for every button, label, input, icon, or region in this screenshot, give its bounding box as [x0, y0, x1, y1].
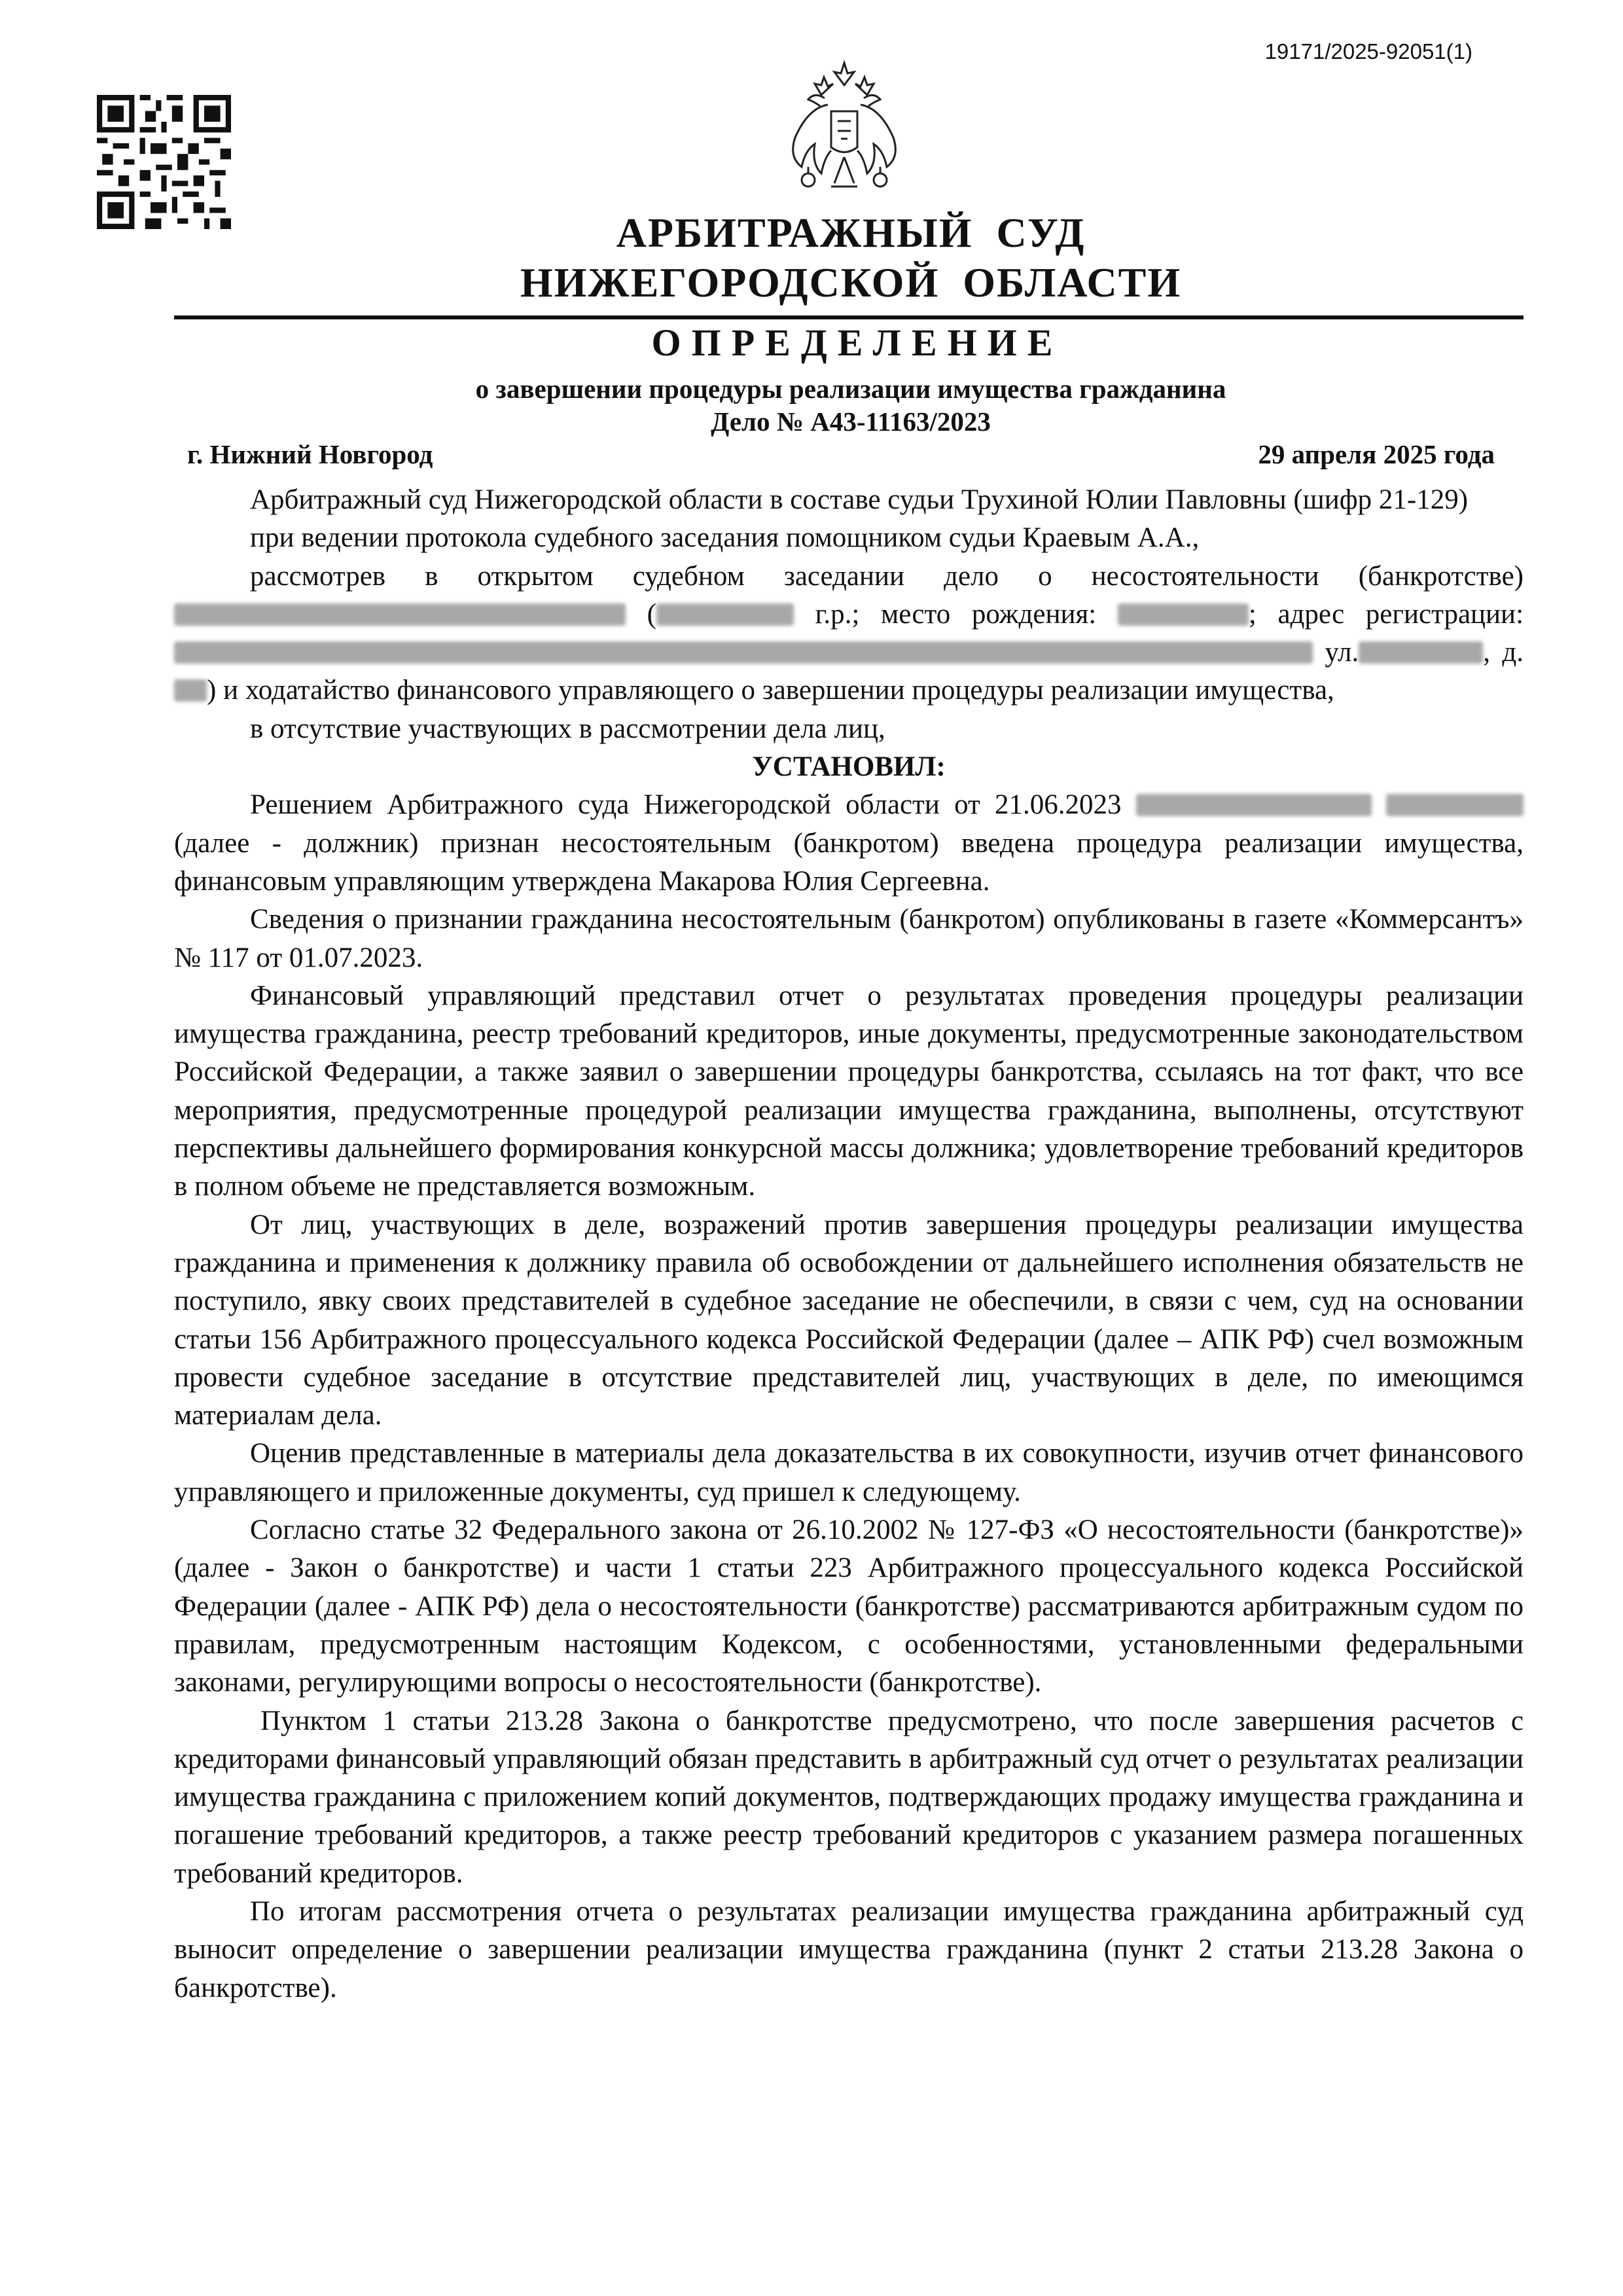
- text-span: рассмотрев в открытом судебном заседании дело о несостоятельности (банкротстве): [250, 560, 1524, 592]
- court-name-line2: НИЖЕГОРОДСКОЙ ОБЛАСТИ: [520, 259, 1182, 306]
- court-name-line1: АРБИТРАЖНЫЙ СУД: [616, 209, 1086, 256]
- case-number: Дело № А43-11163/2023: [711, 406, 991, 437]
- text-span: , д.: [1483, 637, 1524, 668]
- paragraph: Оценив представленные в материалы дела доказательства в их совокупности, изучив отчет финансового управляющего и приложенные документы, суд пришел к следующему.: [174, 1438, 1524, 1507]
- place: г. Нижний Новгород: [187, 439, 433, 469]
- document-body: [174, 481, 1524, 2007]
- court-name: [0, 208, 1623, 308]
- redacted-birthplace: [1118, 603, 1249, 626]
- paragraph: в отсутствие участвующих в рассмотрении дела лиц,: [250, 713, 885, 744]
- text-span: ; адрес регистрации:: [1248, 598, 1524, 630]
- redacted-street: [1359, 641, 1483, 664]
- redacted-debtor-name: [1386, 794, 1524, 816]
- document-number: 19171/2025-92051(1): [1264, 39, 1472, 63]
- paragraph: Согласно статье 32 Федерального закона от 26.10.2002 № 127-ФЗ «О несостоятельности (банкротстве)» (далее - Закон о банкротстве) и части 1 статьи 223 Арбитражного процессуального кодекса Российской Федерации (далее - АПК РФ) дела о несостоятельности (банкротстве) рассматриваются арбитражным судом по правилам, предусмотренным настоящим Кодексом, с особенностями, установленными федеральными законами, регулирующими вопросы о несостоятельности (банкротстве).: [174, 1515, 1524, 1698]
- paragraph: [174, 786, 1524, 901]
- paragraph: От лиц, участвующих в деле, возражений против завершения процедуры реализации имущества гражданина и применения к должнику правила об освобождении от дальнейшего исполнения обязательств не поступило, явку своих представителей в судебное заседание не обеспечили, в связи с чем, суд на основании статьи 156 Арбитражного процессуального кодекса Российской Федерации (далее – АПК РФ) счел возможным провести судебное заседание в отсутствие представителей лиц, участвующих в деле, по имеющимся материалам дела.: [174, 1209, 1524, 1431]
- document-subtitle: о завершении процедуры реализации имущества гражданина: [475, 374, 1226, 404]
- text-span: (далее - должник) признан несостоятельным (банкротом) введена процедура реализации имущества, финансовым управляющим утверждена Макарова Юлия Сергеевна.: [174, 827, 1524, 897]
- document-title: ОПРЕДЕЛЕНИЕ: [651, 321, 1063, 364]
- redacted-birthdate: [656, 603, 794, 626]
- paragraph: [174, 558, 1524, 710]
- paragraph: при ведении протокола судебного заседания помощником судьи Краевым А.А.,: [250, 522, 1200, 554]
- date: 29 апреля 2025 года: [1258, 439, 1495, 469]
- text-span: ) и ходатайство финансового управляющего о завершении процедуры реализации имущества,: [207, 675, 1334, 706]
- text-span: г.р.; место рождения:: [793, 598, 1118, 630]
- header-divider: [174, 315, 1524, 319]
- paragraph: По итогам рассмотрения отчета о результатах реализации имущества гражданина арбитражный суд выносит определение о завершении реализации имущества гражданина (пункт 2 статьи 213.28 Закона о банкротстве).: [174, 1895, 1524, 2003]
- paragraph: Арбитражный суд Нижегородской области в составе судьи Трухиной Юлии Павловны (шифр 21-129): [250, 484, 1469, 515]
- redacted-address: [174, 641, 1313, 664]
- redacted-name: [174, 603, 626, 626]
- paragraph: Финансовый управляющий представил отчет о результатах проведения процедуры реализации имущества гражданина, реестр требований кредиторов, иные документы, предусмотренные законодательством Российской Федерации, а также заявил о завершении процедуры банкротства, ссылаясь на тот факт, что все мероприятия, предусмотренные процедурой реализации имущества гражданина, выполнены, отсутствуют перспективы дальнейшего формирования конкурсной массы должника; удовлетворение требований кредиторов в полном объеме не представляется возможным.: [174, 980, 1524, 1202]
- section-heading: УСТАНОВИЛ:: [752, 751, 946, 783]
- text-span: (: [647, 598, 656, 630]
- paragraph: Пунктом 1 статьи 213.28 Закона о банкротстве предусмотрено, что после завершения расчетов с кредиторами финансовый управляющий обязан представить в арбитражный суд отчет о результатах реализации имущества гражданина с приложением копий документов, подтверждающих продажу имущества гражданина и погашение требований кредиторов, а также реестр требований кредиторов с указанием размера погашенных требований кредиторов.: [174, 1705, 1524, 1889]
- text-span: Решением Арбитражного суда Нижегородской области от 21.06.2023: [250, 789, 1122, 821]
- russian-coat-of-arms-icon: [769, 59, 919, 203]
- redacted-debtor-name: [1136, 794, 1372, 816]
- text-span: ул.: [1325, 637, 1359, 668]
- redacted-house: [174, 679, 207, 702]
- paragraph: Сведения о признании гражданина несостоятельным (банкротом) опубликованы в газете «Коммерсантъ» № 117 от 01.07.2023.: [174, 904, 1524, 973]
- place-date-row: [187, 439, 1495, 470]
